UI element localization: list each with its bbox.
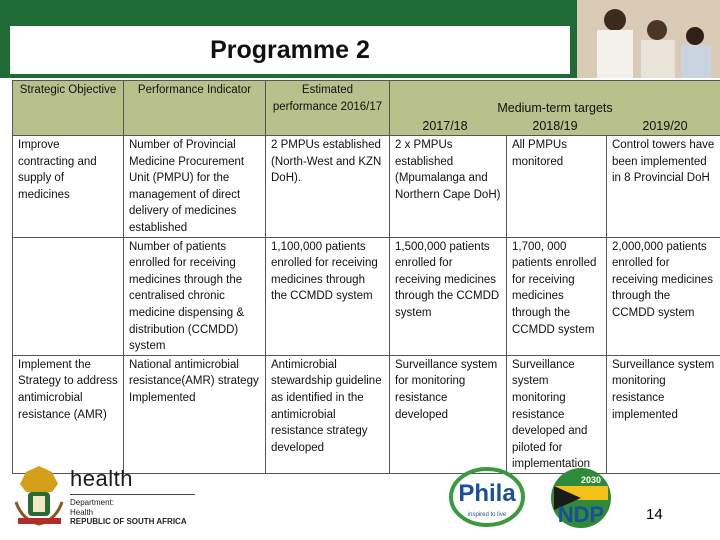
table-row — [13, 355, 720, 473]
ndp-year: 2030 — [580, 475, 602, 485]
cell-target-2019-20: 2,000,000 patients enrolled for receiving medicines through the CCMDD system — [607, 237, 720, 355]
cell-indicator: National antimicrobial resistance(AMR) strategy Implemented — [124, 355, 266, 473]
cell-target-2017-18: Surveillance system for monitoring resistance developed — [390, 355, 507, 473]
ndp-wordmark: NDP — [557, 502, 605, 527]
header-medium-term — [390, 81, 720, 136]
health-logo — [70, 466, 195, 527]
cell-indicator: Number of Provincial Medicine Procurement Unit (PMPU) for the management of direct delivery of medicines established — [124, 136, 266, 238]
targets-table — [12, 80, 720, 474]
header-strategic-objective: Strategic Objective — [13, 81, 124, 136]
medium-term-title: Medium-term targets — [497, 101, 613, 115]
people-photo-icon — [577, 0, 720, 78]
year-headers — [390, 117, 720, 135]
header-performance-indicator: Performance Indicator — [124, 81, 266, 136]
year-header: 2018/19 — [532, 119, 578, 133]
header-estimated-performance: Estimated performance 2016/17 — [266, 81, 390, 136]
cell-estimate: 2 PMPUs established (North-West and KZN DoH). — [266, 136, 390, 238]
cell-target-2018-19: 1,700, 000 patients enrolled for receiving medicines through the CCMDD system — [507, 237, 607, 355]
cell-objective: Improve contracting and supply of medicines — [13, 136, 124, 238]
table-row — [13, 136, 720, 238]
phila-tagline: inspired to live — [467, 512, 507, 518]
coat-of-arms-icon — [12, 462, 67, 528]
phila-wordmark: Phila — [458, 480, 516, 507]
year-header: 2017/18 — [422, 119, 468, 133]
cell-target-2019-20: Control towers have been implemented in 8 Provincial DoH — [607, 136, 720, 238]
cell-indicator: Number of patients enrolled for receiving medicines through the centralised chronic medicine dispensing & distribution (CCMDD) system — [124, 237, 266, 355]
header-row — [13, 81, 720, 136]
year-header: 2019/20 — [642, 119, 688, 133]
cell-target-2018-19: Surveillance system monitoring resistance developed and piloted for implementation — [507, 355, 607, 473]
cell-target-2017-18: 1,500,000 patients enrolled for receiving medicines through the CCMDD system — [390, 237, 507, 355]
health-divider — [70, 494, 195, 495]
ndp-2030-logo-icon — [544, 466, 618, 530]
slide-title: Programme 2 — [210, 35, 370, 64]
table-row — [13, 237, 720, 355]
cell-target-2017-18: 2 x PMPUs established (Mpumalanga and Northern Cape DoH) — [390, 136, 507, 238]
cell-objective — [13, 237, 124, 355]
republic-label: REPUBLIC OF SOUTH AFRICA — [70, 517, 187, 526]
cell-estimate: Antimicrobial stewardship guideline as identified in the antimicrobial resistance strategy developed — [266, 355, 390, 473]
phila-logo-icon — [448, 466, 526, 528]
dept-name: Health — [70, 507, 94, 517]
cell-target-2018-19: All PMPUs monitored — [507, 136, 607, 238]
title-box — [10, 26, 570, 74]
cell-estimate: 1,100,000 patients enrolled for receiving medicines through the CCMDD system — [266, 237, 390, 355]
page-number: 14 — [646, 506, 663, 523]
cell-target-2019-20: Surveillance system monitoring resistance implemented — [607, 355, 720, 473]
dept-label: Department: — [70, 498, 115, 507]
health-wordmark: health — [70, 466, 133, 491]
cell-objective: Implement the Strategy to address antimicrobial resistance (AMR) — [13, 355, 124, 473]
header-photo — [577, 0, 720, 78]
